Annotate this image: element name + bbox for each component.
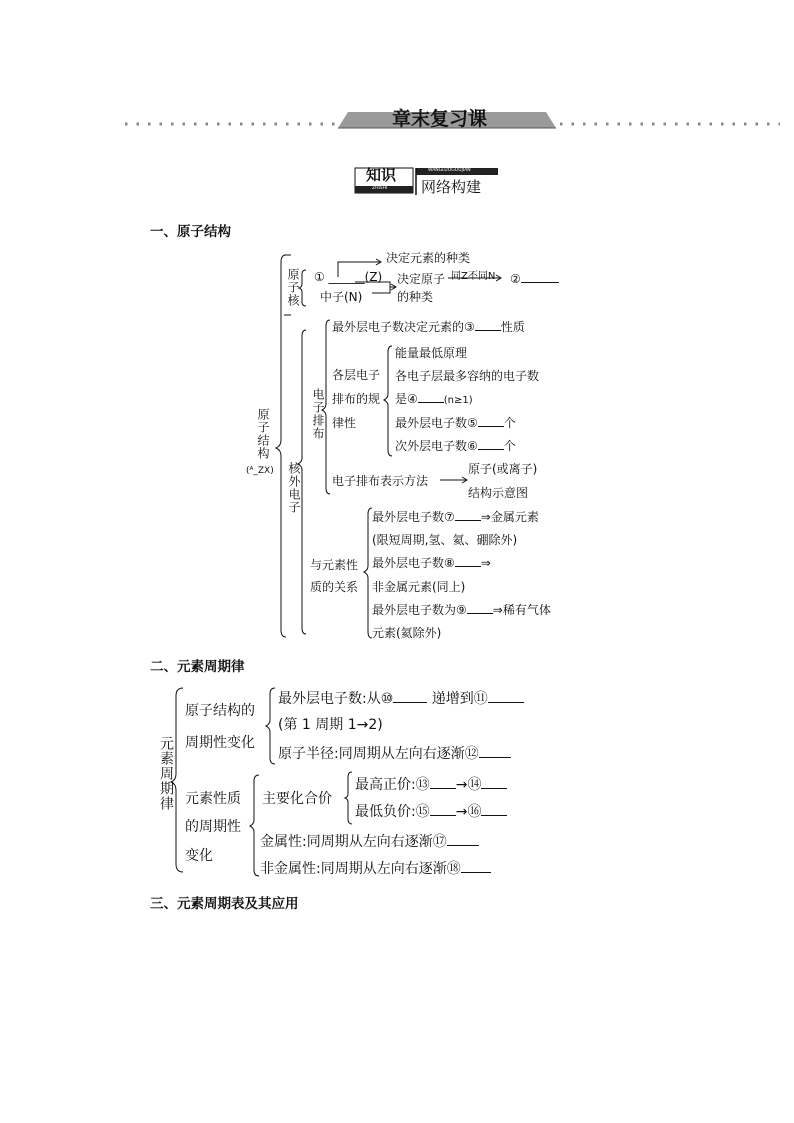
atomic-radius-trend: 原子半径:同周期从左向右逐渐⑫ xyxy=(278,743,511,763)
metal-rule-note: (限短周期,氢、氦、硼除外) xyxy=(372,533,518,547)
rule-outer-max: 最外层电子数⑤ 个 xyxy=(395,416,516,430)
representation-1: 原子(或离子) xyxy=(468,462,538,476)
rule-second-outer-max: 次外层电子数⑥ 个 xyxy=(395,439,516,453)
rules-label-1: 各层电子 xyxy=(332,368,381,382)
property-change-3: 变化 xyxy=(185,848,213,864)
max-positive-valence: 最高正价:⑬ →⑭ xyxy=(355,774,507,794)
noble-gas-rule-2: 元素(氦除外) xyxy=(372,626,442,640)
decide-atom-text-2: 的种类 xyxy=(397,290,434,304)
min-negative-valence: 最低负价:⑮ →⑯ xyxy=(355,801,507,821)
nonmetallic-trend: 非金属性:同周期从左向右逐渐⑱ xyxy=(260,858,491,878)
chapter-title: 章末复习课 xyxy=(392,108,488,130)
proton-label: ① ______(Z) xyxy=(314,270,383,284)
banner-knowledge: 知识 xyxy=(366,166,397,184)
property-relation-2: 质的关系 xyxy=(310,580,359,594)
outer-electron-trend: 最外层电子数:从⑩ 递增到⑪ xyxy=(278,688,524,708)
outer-electron-note: (第 1 周期 1→2) xyxy=(278,717,383,733)
nonmetal-rule: 最外层电子数⑧ ⇒ xyxy=(372,556,491,570)
rule-max-formula: 是④ (n≥1) xyxy=(395,392,473,406)
metallic-trend: 金属性:同周期从左向右逐渐⑰ xyxy=(260,831,479,851)
atom-symbol: (ᴬ_ZX) xyxy=(246,466,274,476)
representation-2: 结构示意图 xyxy=(468,486,529,500)
section-2-heading: 二、元素周期律 xyxy=(150,659,245,675)
extranuclear-label: 核外电子 xyxy=(287,462,301,514)
section-1-heading: 一、原子结构 xyxy=(150,224,231,240)
banner-pinyin-right: WANGLUOGOUJIAN xyxy=(428,168,471,173)
outer-decides: 最外层电子数决定元素的③ 性质 xyxy=(332,320,525,334)
rules-label-2: 排布的规 xyxy=(332,392,381,406)
property-change-2: 的周期性 xyxy=(185,819,241,835)
decide-element-text: 决定元素的种类 xyxy=(386,251,471,265)
representation-method: 电子排布表示方法 xyxy=(332,474,429,488)
rules-label-3: 律性 xyxy=(332,416,357,430)
banner-network: 网络构建 xyxy=(421,178,482,196)
atom-structure-root: 原子结构 xyxy=(256,408,270,460)
rule-lowest-energy: 能量最低原理 xyxy=(395,346,468,360)
section-3-heading: 三、元素周期表及其应用 xyxy=(150,896,299,912)
isotope-blank: ② xyxy=(510,270,559,286)
structure-change-2: 周期性变化 xyxy=(185,735,255,751)
rule-max-electrons: 各电子层最多容纳的电子数 xyxy=(395,369,540,383)
decide-atom-text-1: 决定原子 xyxy=(397,272,446,286)
neutron-label: 中子(N) xyxy=(320,290,363,304)
electron-config-label: 电子排布 xyxy=(311,388,325,440)
main-valence: 主要化合价 xyxy=(262,791,332,807)
nucleus-label: 原子核 xyxy=(286,268,300,307)
same-z-label: 同Z不同N xyxy=(451,271,496,282)
metal-rule: 最外层电子数⑦ ⇒金属元素 xyxy=(372,510,539,524)
noble-gas-rule: 最外层电子数为⑨ ⇒稀有气体 xyxy=(372,603,551,617)
nonmetal-rule-2: 非金属元素(同上) xyxy=(372,580,466,594)
property-relation-1: 与元素性 xyxy=(310,558,359,572)
property-change-1: 元素性质 xyxy=(185,791,241,807)
structure-change-1: 原子结构的 xyxy=(185,703,255,719)
banner-pinyin-left: ZHISHI xyxy=(372,186,388,191)
periodic-law-root: 元素周期律 xyxy=(158,736,174,811)
